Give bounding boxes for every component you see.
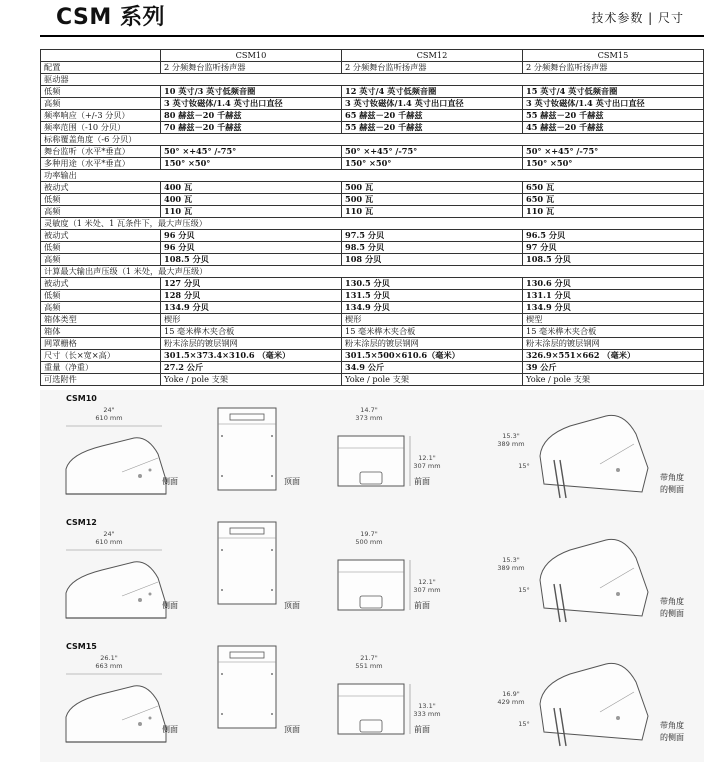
cell-csm12: 150° ×50° xyxy=(342,158,523,170)
table-header-cell: CSM15 xyxy=(523,50,704,62)
cell-csm10: 70 赫兹－20 千赫兹 xyxy=(161,122,342,134)
side-view-caption: 侧面 xyxy=(162,601,178,610)
table-row xyxy=(41,362,704,374)
table-row xyxy=(41,242,704,254)
cell-csm15: 楔型 xyxy=(523,314,704,326)
front-view-caption: 前面 xyxy=(414,477,430,486)
side-view-drawing xyxy=(62,672,172,752)
angled-height-mm: 389 mm xyxy=(497,564,525,572)
cell-csm12: 34.9 公斤 xyxy=(342,362,523,374)
drawing-panel-csm10 xyxy=(40,390,704,514)
cell-csm10: 400 瓦 xyxy=(161,194,342,206)
cell-csm12: 65 赫兹－20 千赫兹 xyxy=(342,110,523,122)
cell-csm10: 127 分贝 xyxy=(161,278,342,290)
row-label: 低频 xyxy=(41,86,161,98)
cell-csm10: 2 分频舞台监听扬声器 xyxy=(161,62,342,74)
front-height-in: 12.1" xyxy=(418,578,436,586)
cell-csm10: 134.9 分贝 xyxy=(161,302,342,314)
front-width-mm: 500 mm xyxy=(355,538,383,546)
panel-model-label: CSM10 xyxy=(66,394,97,403)
table-section-row xyxy=(41,266,704,278)
cell-csm10: Yoke / pole 支架 xyxy=(161,374,342,386)
cell-csm10: 80 赫兹－20 千赫兹 xyxy=(161,110,342,122)
row-label: 重量（净重） xyxy=(41,362,161,374)
table-row xyxy=(41,350,704,362)
row-label: 低频 xyxy=(41,242,161,254)
table-row xyxy=(41,158,704,170)
cell-csm12: 12 英寸/4 英寸低频音圈 xyxy=(342,86,523,98)
front-view-caption: 前面 xyxy=(414,601,430,610)
top-view-caption: 顶面 xyxy=(284,601,300,610)
row-label: 箱体 xyxy=(41,326,161,338)
cell-csm15: 150° ×50° xyxy=(523,158,704,170)
cell-csm15: 15 毫米桦木夹合板 xyxy=(523,326,704,338)
cell-csm15: 326.9×551×662 （毫米） xyxy=(523,350,704,362)
angled-height-in: 15.3" xyxy=(502,432,520,440)
panel-model-label: CSM15 xyxy=(66,642,97,651)
cell-csm10: 10 英寸/3 英寸低频音圈 xyxy=(161,86,342,98)
row-label: 高频 xyxy=(41,206,161,218)
table-row xyxy=(41,278,704,290)
side-width-in: 24" xyxy=(103,530,115,538)
cell-csm12: Yoke / pole 支架 xyxy=(342,374,523,386)
cell-csm12: 500 瓦 xyxy=(342,194,523,206)
table-row xyxy=(41,110,704,122)
header-rule xyxy=(40,35,704,37)
drawing-panel-csm12 xyxy=(40,514,704,638)
front-width-in: 21.7" xyxy=(360,654,378,662)
row-label: 低频 xyxy=(41,290,161,302)
front-height-mm: 307 mm xyxy=(413,586,441,594)
section-label: 标称覆盖角度（-6 分贝） xyxy=(41,134,704,146)
page-title: CSM 系列 xyxy=(56,5,165,30)
cell-csm15: 96.5 分贝 xyxy=(523,230,704,242)
angled-side-drawing xyxy=(530,528,660,624)
page-header xyxy=(0,0,727,34)
front-view-caption: 前面 xyxy=(414,725,430,734)
table-row xyxy=(41,338,704,350)
cell-csm12: 粉末涂层的镀层钢网 xyxy=(342,338,523,350)
front-view-drawing xyxy=(336,674,418,740)
page-subtitle: 技术参数 | 尺寸 xyxy=(591,11,684,25)
side-view-caption: 侧面 xyxy=(162,725,178,734)
row-label: 高频 xyxy=(41,302,161,314)
angled-height-in: 16.9" xyxy=(502,690,520,698)
cell-csm15: 55 赫兹－20 千赫兹 xyxy=(523,110,704,122)
dimension-drawings xyxy=(40,390,704,774)
table-header-cell: CSM12 xyxy=(342,50,523,62)
table-header-cell xyxy=(41,50,161,62)
cell-csm15: 39 公斤 xyxy=(523,362,704,374)
cell-csm10: 108.5 分贝 xyxy=(161,254,342,266)
table-row xyxy=(41,146,704,158)
section-label: 功率输出 xyxy=(41,170,704,182)
section-label: 驱动器 xyxy=(41,74,704,86)
table-section-row xyxy=(41,74,704,86)
cell-csm10: 110 瓦 xyxy=(161,206,342,218)
cell-csm12: 130.5 分贝 xyxy=(342,278,523,290)
angled-tilt: 15° xyxy=(518,586,530,594)
side-view-drawing xyxy=(62,424,172,504)
front-width-in: 19.7" xyxy=(360,530,378,538)
cell-csm12: 55 赫兹－20 千赫兹 xyxy=(342,122,523,134)
angled-tilt: 15° xyxy=(518,720,530,728)
cell-csm15: 650 瓦 xyxy=(523,194,704,206)
table-row xyxy=(41,302,704,314)
cell-csm15: 45 赫兹－20 千赫兹 xyxy=(523,122,704,134)
table-row xyxy=(41,230,704,242)
cell-csm15: 2 分频舞台监听扬声器 xyxy=(523,62,704,74)
cell-csm10: 400 瓦 xyxy=(161,182,342,194)
angled-height-mm: 389 mm xyxy=(497,440,525,448)
cell-csm10: 128 分贝 xyxy=(161,290,342,302)
cell-csm12: 134.9 分贝 xyxy=(342,302,523,314)
cell-csm10: 96 分贝 xyxy=(161,242,342,254)
table-row xyxy=(41,326,704,338)
cell-csm12: 108 分贝 xyxy=(342,254,523,266)
side-width-in: 26.1" xyxy=(100,654,118,662)
angled-side-drawing xyxy=(530,652,660,748)
cell-csm10: 楔形 xyxy=(161,314,342,326)
row-label: 尺寸（长×宽×高） xyxy=(41,350,161,362)
cell-csm10: 粉末涂层的镀层钢网 xyxy=(161,338,342,350)
front-view-drawing xyxy=(336,550,418,616)
row-label: 低频 xyxy=(41,194,161,206)
cell-csm12: 2 分频舞台监听扬声器 xyxy=(342,62,523,74)
table-row xyxy=(41,290,704,302)
row-label: 被动式 xyxy=(41,230,161,242)
cell-csm15: 15 英寸/4 英寸低频音圈 xyxy=(523,86,704,98)
drawing-panel-csm15 xyxy=(40,638,704,762)
angled-view-caption-2: 的侧面 xyxy=(660,733,684,742)
cell-csm15: 650 瓦 xyxy=(523,182,704,194)
cell-csm15: 130.6 分贝 xyxy=(523,278,704,290)
cell-csm12: 110 瓦 xyxy=(342,206,523,218)
side-width-mm: 610 mm xyxy=(95,538,123,546)
top-view-caption: 顶面 xyxy=(284,725,300,734)
row-label: 舞台监听（水平*垂直） xyxy=(41,146,161,158)
cell-csm10: 27.2 公斤 xyxy=(161,362,342,374)
angled-side-drawing xyxy=(530,404,660,500)
angled-view-caption-1: 带角度 xyxy=(660,721,684,730)
cell-csm10: 50° ×+45° /-75° xyxy=(161,146,342,158)
row-label: 高频 xyxy=(41,254,161,266)
cell-csm10: 96 分贝 xyxy=(161,230,342,242)
cell-csm12: 楔形 xyxy=(342,314,523,326)
front-height-mm: 333 mm xyxy=(413,710,441,718)
panel-model-label: CSM12 xyxy=(66,518,97,527)
table-row xyxy=(41,374,704,386)
angled-height-in: 15.3" xyxy=(502,556,520,564)
top-view-drawing xyxy=(216,644,278,730)
front-height-mm: 307 mm xyxy=(413,462,441,470)
table-row xyxy=(41,206,704,218)
row-label: 多种用途（水平*垂直） xyxy=(41,158,161,170)
cell-csm10: 150° ×50° xyxy=(161,158,342,170)
top-view-drawing xyxy=(216,406,278,492)
cell-csm12: 131.5 分贝 xyxy=(342,290,523,302)
cell-csm10: 301.5×373.4×310.6 （毫米） xyxy=(161,350,342,362)
table-row xyxy=(41,254,704,266)
table-row xyxy=(41,194,704,206)
row-label: 可选附件 xyxy=(41,374,161,386)
cell-csm15: 50° ×+45° /-75° xyxy=(523,146,704,158)
cell-csm12: 500 瓦 xyxy=(342,182,523,194)
top-view-drawing xyxy=(216,520,278,606)
row-label: 被动式 xyxy=(41,182,161,194)
cell-csm12: 3 英寸钕磁体/1.4 英寸出口直径 xyxy=(342,98,523,110)
angled-view-caption-1: 带角度 xyxy=(660,473,684,482)
top-view-caption: 顶面 xyxy=(284,477,300,486)
front-height-in: 13.1" xyxy=(418,702,436,710)
table-row xyxy=(41,62,704,74)
row-label: 箱体类型 xyxy=(41,314,161,326)
row-label: 被动式 xyxy=(41,278,161,290)
angled-height-mm: 429 mm xyxy=(497,698,525,706)
table-section-row xyxy=(41,218,704,230)
side-width-in: 24" xyxy=(103,406,115,414)
angled-tilt: 15° xyxy=(518,462,530,470)
side-view-caption: 侧面 xyxy=(162,477,178,486)
table-row xyxy=(41,182,704,194)
cell-csm15: 110 瓦 xyxy=(523,206,704,218)
spec-table xyxy=(40,49,704,386)
row-label: 配置 xyxy=(41,62,161,74)
row-label: 网罩栅格 xyxy=(41,338,161,350)
cell-csm12: 301.5×500×610.6（毫米） xyxy=(342,350,523,362)
row-label: 高频 xyxy=(41,98,161,110)
section-label: 灵敏度（1 米处、1 瓦条件下，最大声压级） xyxy=(41,218,704,230)
angled-view-caption-2: 的侧面 xyxy=(660,609,684,618)
cell-csm15: 134.9 分贝 xyxy=(523,302,704,314)
table-row xyxy=(41,98,704,110)
front-width-mm: 551 mm xyxy=(355,662,383,670)
table-section-row xyxy=(41,134,704,146)
table-row xyxy=(41,314,704,326)
cell-csm15: 3 英寸钕磁体/1.4 英寸出口直径 xyxy=(523,98,704,110)
cell-csm12: 15 毫米桦木夹合板 xyxy=(342,326,523,338)
side-view-drawing xyxy=(62,548,172,628)
side-width-mm: 663 mm xyxy=(95,662,123,670)
row-label: 频率范围（-10 分贝） xyxy=(41,122,161,134)
row-label: 频率响应（+/-3 分贝） xyxy=(41,110,161,122)
side-width-mm: 610 mm xyxy=(95,414,123,422)
cell-csm15: Yoke / pole 支架 xyxy=(523,374,704,386)
angled-view-caption-1: 带角度 xyxy=(660,597,684,606)
front-view-drawing xyxy=(336,426,418,492)
table-row xyxy=(41,122,704,134)
front-height-in: 12.1" xyxy=(418,454,436,462)
table-row xyxy=(41,86,704,98)
cell-csm12: 50° ×+45° /-75° xyxy=(342,146,523,158)
cell-csm15: 131.1 分贝 xyxy=(523,290,704,302)
table-section-row xyxy=(41,170,704,182)
cell-csm15: 97 分贝 xyxy=(523,242,704,254)
cell-csm10: 15 毫米桦木夹合板 xyxy=(161,326,342,338)
table-header-row xyxy=(41,50,704,62)
front-width-mm: 373 mm xyxy=(355,414,383,422)
table-header-cell: CSM10 xyxy=(161,50,342,62)
cell-csm12: 97.5 分贝 xyxy=(342,230,523,242)
front-width-in: 14.7" xyxy=(360,406,378,414)
cell-csm15: 粉末涂层的镀层钢网 xyxy=(523,338,704,350)
cell-csm12: 98.5 分贝 xyxy=(342,242,523,254)
angled-view-caption-2: 的侧面 xyxy=(660,485,684,494)
cell-csm10: 3 英寸钕磁体/1.4 英寸出口直径 xyxy=(161,98,342,110)
section-label: 计算最大输出声压级（1 米处，最大声压级） xyxy=(41,266,704,278)
cell-csm15: 108.5 分贝 xyxy=(523,254,704,266)
